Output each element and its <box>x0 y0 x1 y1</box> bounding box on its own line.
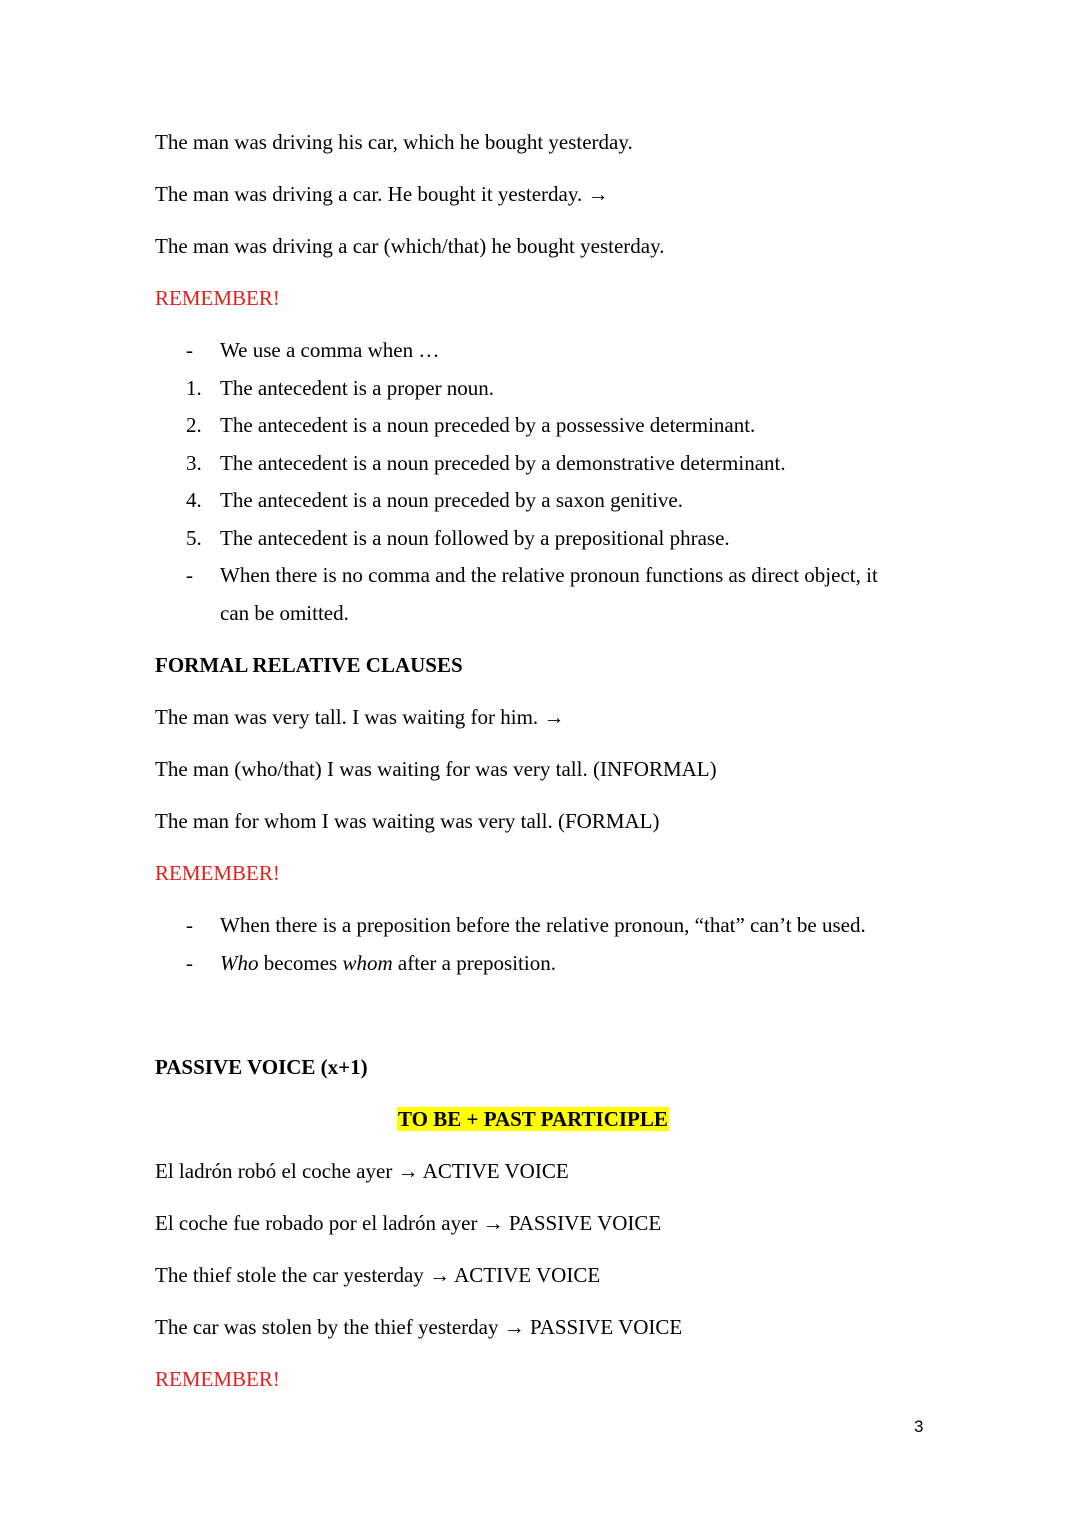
example-sentence: The car was stolen by the thief yesterday → PASSIVE VOICE <box>155 1315 683 1339</box>
example-sentence: The man (who/that) I was waiting for was very tall. (INFORMAL) <box>155 757 717 781</box>
example-sentence: The man was driving his car, which he bought yesterday. <box>155 130 633 154</box>
section-heading: PASSIVE VOICE (x+1) <box>155 1055 368 1079</box>
formula <box>397 1106 669 1132</box>
example-sentence: The thief stole the car yesterday → ACTIVE VOICE <box>155 1263 601 1287</box>
highlighted-formula: TO BE + PAST PARTICIPLE <box>398 1107 668 1131</box>
bullet-marker: - <box>186 913 193 937</box>
list-item-text <box>220 950 556 976</box>
list-item-text: can be omitted. <box>220 601 349 625</box>
remember-heading: REMEMBER! <box>155 1367 280 1391</box>
number-marker: 2. <box>186 413 202 437</box>
list-item-text: The antecedent is a noun preceded by a possessive determinant. <box>220 413 756 437</box>
section-heading: FORMAL RELATIVE CLAUSES <box>155 653 463 677</box>
text-fragment: becomes <box>258 951 343 975</box>
list-item-text: We use a comma when … <box>220 338 440 362</box>
bullet-marker: - <box>186 951 193 975</box>
example-sentence: El coche fue robado por el ladrón ayer → PASSIVE VOICE <box>155 1211 662 1235</box>
italic-whom: whom <box>342 951 393 975</box>
example-sentence: The man was driving a car. He bought it yesterday. → <box>155 182 609 206</box>
text-fragment: after a preposition. <box>392 951 556 975</box>
remember-heading: REMEMBER! <box>155 861 280 885</box>
list-item-text: The antecedent is a noun followed by a prepositional phrase. <box>220 526 730 550</box>
list-item-text: The antecedent is a noun preceded by a saxon genitive. <box>220 488 683 512</box>
number-marker: 1. <box>186 376 202 400</box>
list-item-text: When there is no comma and the relative pronoun functions as direct object, it <box>220 563 878 587</box>
example-sentence: The man for whom I was waiting was very tall. (FORMAL) <box>155 809 660 833</box>
list-item-text: When there is a preposition before the relative pronoun, “that” can’t be used. <box>220 913 866 937</box>
list-item-text: The antecedent is a noun preceded by a demonstrative determinant. <box>220 451 786 475</box>
bullet-marker: - <box>186 338 193 362</box>
page-number: 3 <box>914 1417 924 1436</box>
remember-heading: REMEMBER! <box>155 286 280 310</box>
number-marker: 5. <box>186 526 202 550</box>
example-sentence: The man was driving a car (which/that) he bought yesterday. <box>155 234 665 258</box>
example-sentence: The man was very tall. I was waiting for him. → <box>155 705 565 729</box>
bullet-marker: - <box>186 563 193 587</box>
number-marker: 4. <box>186 488 202 512</box>
italic-who: Who <box>220 951 259 975</box>
example-sentence: El ladrón robó el coche ayer → ACTIVE VOICE <box>155 1159 569 1183</box>
number-marker: 3. <box>186 451 202 475</box>
list-item-text: The antecedent is a proper noun. <box>220 376 495 400</box>
